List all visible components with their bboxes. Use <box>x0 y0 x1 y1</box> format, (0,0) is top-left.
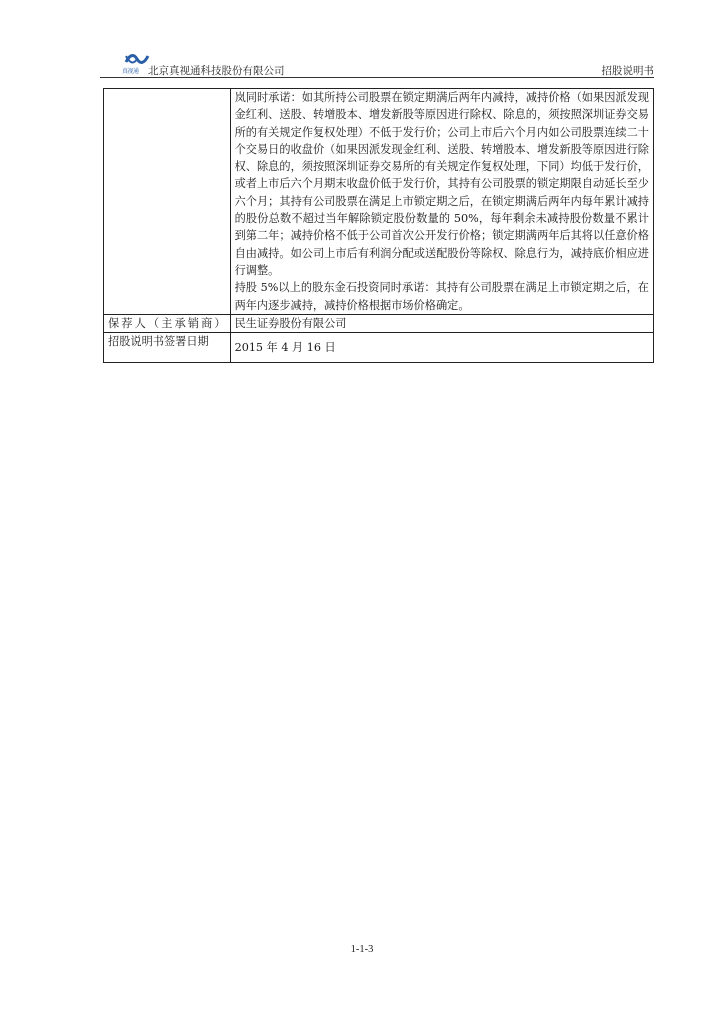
table-row <box>104 314 654 332</box>
commitment-text-1: 岚同时承诺：如其所持公司股票在锁定期满后两年内减持，减持价格（如果因派发现金红利、送股、转增股本、增发新股等原因进行除权、除息的，须按照深圳证券交易所的有关规定作复权处理）不低于发行价；公司上市后六个月内如公司股票连续二十个交易日的收盘价（如果因派发现金红利、送股、转增股本、增发新股等原因进行除权、除息的，须按照深圳证券交易所的有关规定作复权处理，下同）均低于发行价，或者上市后六个月期末收盘价低于发行价，其持有公司股票的锁定期限自动延长至少六个月；其持有公司股票在满足上市锁定期之后，在锁定期满后两年内每年累计减持的股份总数不超过当年解除锁定股份数量的 50%，每年剩余未减持股份数量不累计到第二年；减持价格不低于公司首次公开发行价格；锁定期满两年后其将以任意价格自由减持。如公司上市后有利润分配或送配股份等除权、除息行为，减持底价相应进行调整。 <box>234 91 649 277</box>
company-name: 北京真视通科技股份有限公司 <box>148 65 285 77</box>
document-title: 招股说明书 <box>601 65 654 77</box>
info-table <box>103 88 654 363</box>
zhenshitong-logo-icon <box>124 52 150 66</box>
header-rule <box>100 77 654 78</box>
date-label-text: 招股说明书签署日期 <box>108 335 209 349</box>
sponsor-label: 保荐人（主承销商） <box>104 314 231 332</box>
page-header <box>100 52 654 78</box>
sponsor-value: 民生证券股份有限公司 <box>230 314 653 332</box>
empty-label-cell <box>104 89 231 315</box>
table-row <box>104 333 654 363</box>
date-label <box>104 333 231 363</box>
commitment-cell <box>230 89 653 315</box>
page-number: 1-1-3 <box>350 944 374 955</box>
table-row <box>104 89 654 315</box>
logo-text: 真视通 <box>122 68 139 75</box>
commitment-text-2: 持股 5%以上的股东金石投资同时承诺：其持有公司股票在满足上市锁定期之后，在两年内逐步减持，减持价格根据市场价格确定。 <box>234 281 649 312</box>
date-value: 2015 年 4 月 16 日 <box>230 333 653 363</box>
